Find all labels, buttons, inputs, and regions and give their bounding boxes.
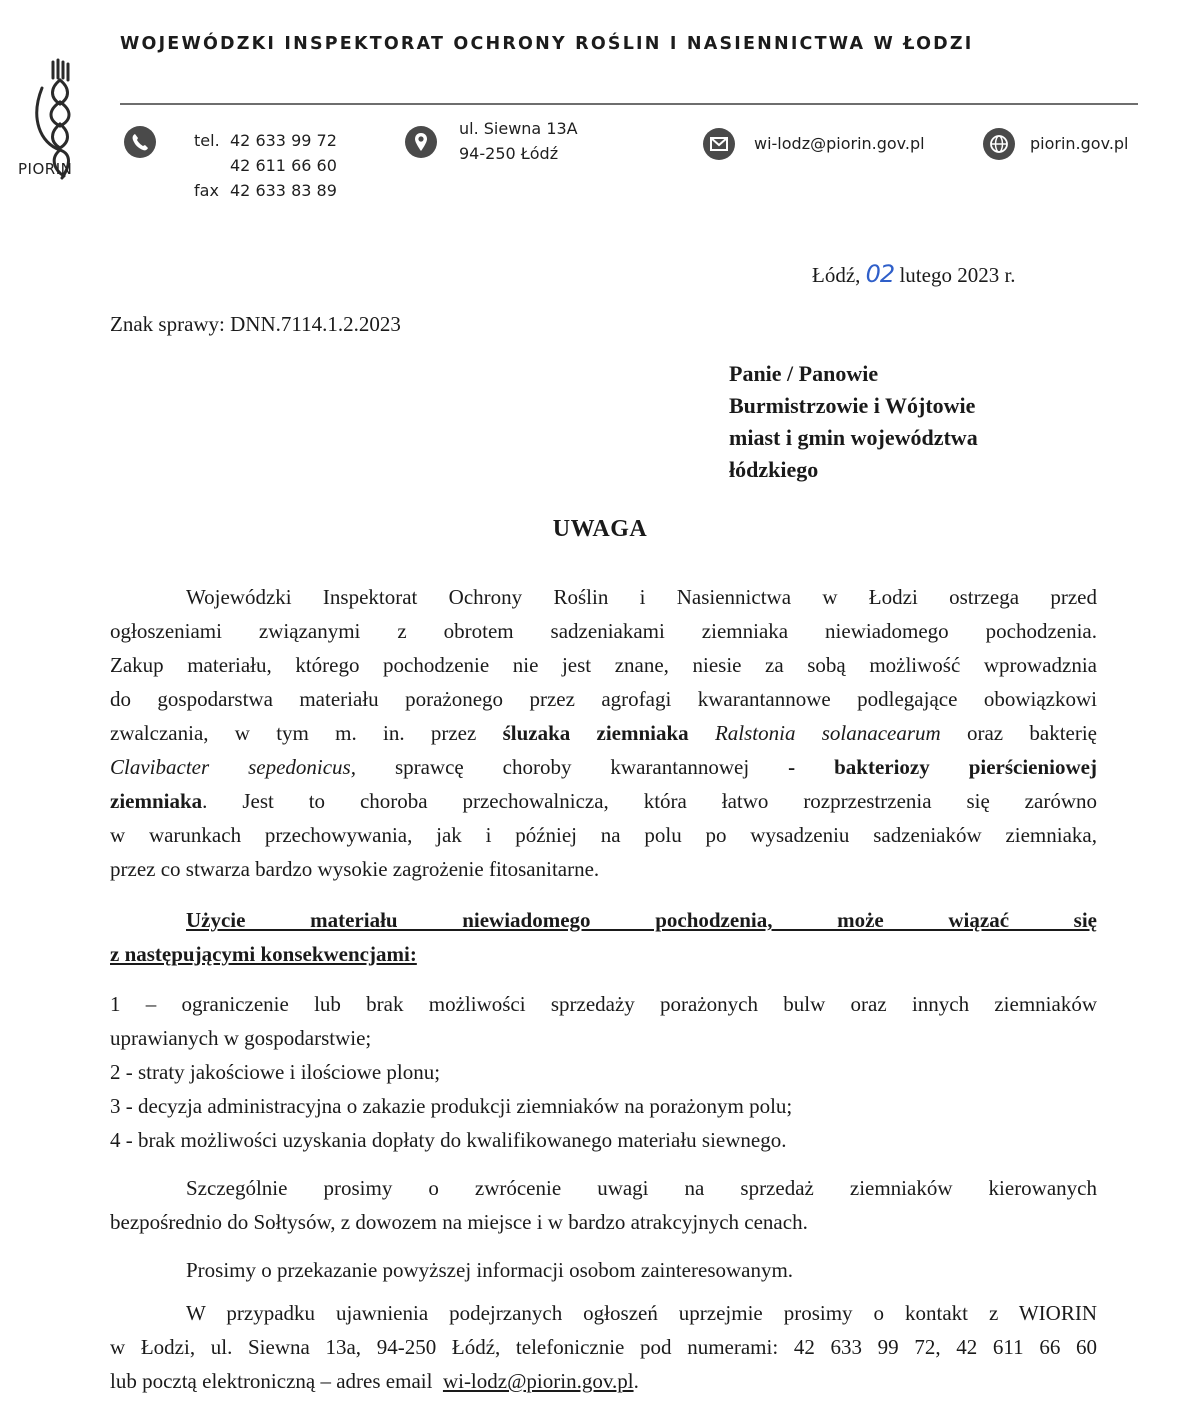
text-line: przez co stwarza bardzo wysokie zagrożenie fitosanitarne. <box>110 857 600 881</box>
address <box>459 116 578 166</box>
consequences-heading <box>110 903 1097 971</box>
address-city: 94-250 Łódź <box>459 144 559 163</box>
case-number: Znak sprawy: DNN.7114.1.2.2023 <box>110 312 401 336</box>
text-line: lub pocztą elektroniczną – adres email wi-lodz@piorin.gov.pl. <box>110 1369 639 1393</box>
attention-paragraph <box>110 1171 1097 1239</box>
text-line: W przypadku ujawnienia podejrzanych ogłoszeń uprzejmie prosimy o kontakt z WIORIN <box>186 1301 1097 1325</box>
date-prefix: Łódź, <box>812 263 861 287</box>
globe-icon <box>983 128 1015 160</box>
tel-label: tel. <box>194 131 220 150</box>
location-pin-icon <box>405 126 437 158</box>
text-line: Clavibacter sepedonicus, sprawcę choroby kwarantannowej - bakteriozy pierścieniowej <box>110 755 1097 779</box>
text-line: Szczególnie prosimy o zwrócenie uwagi na sprzedaż ziemniaków kierowanych <box>186 1176 1097 1200</box>
list-item: 1 – ograniczenie lub brak możliwości sprzedaży porażonych bulw oraz innych ziemniaków <box>110 992 1097 1016</box>
fax-number: 42 633 83 89 <box>230 181 337 200</box>
recipient-block <box>729 358 978 486</box>
disease-name-bold: - bakteriozy pierścieniowej <box>788 755 1097 779</box>
text-line: bezpośrednio do Sołtysów, z dowozem na miejsce i w bardzo atrakcyjnych cenach. <box>110 1210 808 1234</box>
recipient-line: Burmistrzowie i Wójtowie <box>729 393 976 418</box>
website-link[interactable]: piorin.gov.pl <box>1030 134 1129 153</box>
tel-number-1[interactable]: 42 633 99 72 <box>230 131 337 150</box>
bacteria-latin-name: Clavibacter sepedonicus, <box>110 755 356 779</box>
request-paragraph <box>110 1253 1097 1287</box>
email-link[interactable]: wi-lodz@piorin.gov.pl <box>754 134 925 153</box>
heading-line: z następującymi konsekwencjami: <box>110 942 417 966</box>
institution-name: WOJEWÓDZKI INSPEKTORAT OCHRONY ROŚLIN I NASIENNICTWA W ŁODZI <box>120 34 974 54</box>
consequences-list <box>110 987 1097 1157</box>
text-line: w Łodzi, ul. Siewna 13a, 94-250 Łódź, telefonicznie pod numerami: 42 633 99 72, 42 611 66 60 <box>110 1335 1097 1359</box>
text-line: Prosimy o przekazanie powyższej informacji osobom zainteresowanym. <box>186 1258 794 1282</box>
date-line <box>812 260 1016 288</box>
list-item: 3 - decyzja administracyjna o zakazie produkcji ziemniaków na porażonym polu; <box>110 1094 793 1118</box>
text-line: ogłoszeniami związanymi z obrotem sadzeniakami ziemniaka niewiadomego pochodzenia. <box>110 619 1097 643</box>
phone-numbers <box>194 128 337 203</box>
address-street: ul. Siewna 13A <box>459 119 578 138</box>
warning-paragraph <box>110 580 1097 886</box>
logo-wordmark: PIORIN <box>18 160 73 178</box>
date-day-handwritten: 02 <box>865 260 895 288</box>
text-line: Zakup materiału, którego pochodzenie nie jest znane, niesie za sobą możliwość wprowadznia <box>110 653 1097 677</box>
envelope-icon <box>703 128 735 160</box>
letter-title: UWAGA <box>552 516 648 542</box>
tel-number-2[interactable]: 42 611 66 60 <box>230 156 337 175</box>
phone-icon <box>124 126 156 158</box>
recipient-line: miast i gmin województwa <box>729 425 978 450</box>
fax-label: fax <box>194 181 219 200</box>
header-divider <box>120 103 1138 105</box>
list-item-continuation: uprawianych w gospodarstwie; <box>110 1026 372 1050</box>
heading-line: Użycie materiału niewiadomego pochodzenia, może wiązać się <box>186 908 1097 932</box>
text-line: ziemniaka. Jest to choroba przechowalnicza, która łatwo rozprzestrzenia się zarówno <box>110 789 1097 813</box>
list-item: 4 - brak możliwości uzyskania dopłaty do kwalifikowanego materiału siewnego. <box>110 1128 787 1152</box>
date-suffix: lutego 2023 r. <box>899 263 1016 287</box>
text-line: w warunkach przechowywania, jak i później na polu po wysadzeniu sadzeniaków ziemniaka, <box>110 823 1097 847</box>
recipient-line: łódzkiego <box>729 457 819 482</box>
text-line: do gospodarstwa materiału porażonego przez agrofagi kwarantannowe podlegające obowiązkowi <box>110 687 1097 711</box>
pest-latin-name: Ralstonia solanacearum <box>714 721 941 745</box>
text-line: zwalczania, w tym m. in. przez śluzaka ziemniaka Ralstonia solanacearum oraz bakterię <box>110 721 1098 745</box>
pest-name-bold: śluzaka ziemniaka <box>502 721 689 745</box>
recipient-line: Panie / Panowie <box>729 361 879 386</box>
text-line: Wojewódzki Inspektorat Ochrony Roślin i Nasiennictwa w Łodzi ostrzega przed <box>186 585 1097 609</box>
contact-email-link[interactable]: wi-lodz@piorin.gov.pl <box>442 1369 634 1393</box>
list-item: 2 - straty jakościowe i ilościowe plonu; <box>110 1060 441 1084</box>
contact-paragraph <box>110 1296 1097 1398</box>
